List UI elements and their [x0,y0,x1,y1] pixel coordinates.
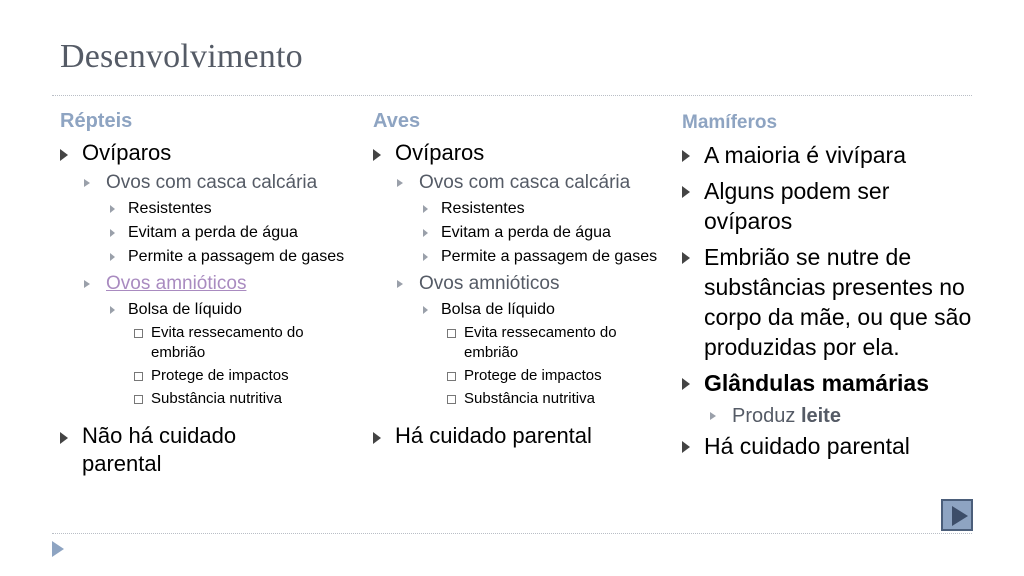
bottom-divider [52,533,972,534]
list-item [373,222,673,244]
column-aves [373,110,673,452]
item-text: Evitam a perda de água [128,224,298,241]
ovos-amnioticos-link[interactable]: Ovos amnióticos [106,273,247,294]
item-text-bold: leite [800,405,841,427]
column-mamiferos [682,110,982,467]
list-item [373,246,721,268]
triangle-right-icon [682,441,690,453]
item-text: Glândulas mamárias [704,370,929,396]
column-repteis [60,110,360,480]
triangle-right-icon [373,432,381,444]
next-slide-button[interactable] [941,499,973,531]
item-text: Evita ressecamento do embrião [464,324,617,361]
triangle-right-icon [60,149,68,161]
list-item [60,198,360,220]
item-text: Resistentes [128,200,212,217]
square-outline-icon [134,329,143,338]
square-outline-icon [134,395,143,404]
top-divider [52,95,972,96]
item-text: Substância nutritiva [464,390,595,407]
triangle-right-icon [110,306,115,314]
list-item [682,176,974,236]
item-text: Bolsa de líquido [441,301,555,318]
item-text: Protege de impactos [464,367,602,384]
triangle-right-icon [397,280,403,288]
column-heading: Aves [373,110,421,132]
square-outline-icon [447,395,456,404]
triangle-right-icon [110,229,115,237]
triangle-right-icon [682,186,690,198]
item-text: Ovíparos [395,140,485,165]
item-text: Não há cuidado parental [82,423,237,476]
triangle-right-icon [423,229,428,237]
item-text: Resistentes [441,200,525,217]
list-item [682,368,982,398]
list-item [373,198,673,220]
list-item [682,140,982,170]
list-item [373,139,673,167]
item-text: Evita ressecamento do embrião [151,324,304,361]
item-text: Ovos amnióticos [419,273,560,294]
square-outline-icon [134,372,143,381]
list-item [60,323,351,363]
item-text: Produz [732,405,796,427]
list-item [60,139,360,167]
list-item [373,366,673,386]
square-outline-icon [447,329,456,338]
list-item [60,222,360,244]
triangle-right-icon [84,280,90,288]
item-text: Alguns podem ser ovíparos [704,178,890,234]
triangle-right-icon [710,412,716,420]
list-item [373,389,673,409]
list-item [60,272,360,296]
triangle-right-icon [84,179,90,187]
triangle-right-icon [423,306,428,314]
item-text: A maioria é vivípara [704,142,906,168]
triangle-right-icon [682,378,690,390]
triangle-right-icon [423,205,428,213]
list-item [60,422,312,478]
item-text: Evitam a perda de água [441,224,611,241]
item-text: Permite a passagem de gases [441,248,658,265]
triangle-right-icon [397,179,403,187]
list-item [60,299,360,321]
triangle-right-icon [682,252,690,264]
square-outline-icon [447,372,456,381]
slide-title: Desenvolvimento [60,38,303,75]
play-forward-icon [952,506,968,526]
triangle-right-icon [682,150,690,162]
item-text: Ovos com casca calcária [106,172,318,193]
list-item [60,366,360,386]
item-text: Bolsa de líquido [128,301,242,318]
list-item [60,246,408,268]
triangle-right-icon [423,253,428,261]
item-text: Há cuidado parental [395,423,592,448]
list-item [373,299,673,321]
list-item [60,389,360,409]
list-item [373,323,664,363]
list-item [682,404,982,428]
triangle-right-icon [110,205,115,213]
item-text: Embrião se nutre de substâncias presentes no corpo da mãe, ou que são produzidas por ela. [704,244,972,360]
item-text: Há cuidado parental [704,433,910,459]
list-item [682,431,982,461]
triangle-right-icon [60,432,68,444]
column-heading: Mamíferos [682,112,778,133]
item-text: Protege de impactos [151,367,289,384]
triangle-right-icon [373,149,381,161]
column-heading: Répteis [60,110,133,132]
list-item [373,272,673,296]
item-text: Ovos com casca calcária [419,172,631,193]
item-text: Permite a passagem de gases [128,248,345,265]
triangle-right-icon [52,541,64,557]
list-item [60,171,360,195]
triangle-right-icon [110,253,115,261]
list-item [373,171,673,195]
list-item [373,422,673,450]
item-text: Substância nutritiva [151,390,282,407]
item-text: Ovíparos [82,140,172,165]
list-item [682,242,996,362]
